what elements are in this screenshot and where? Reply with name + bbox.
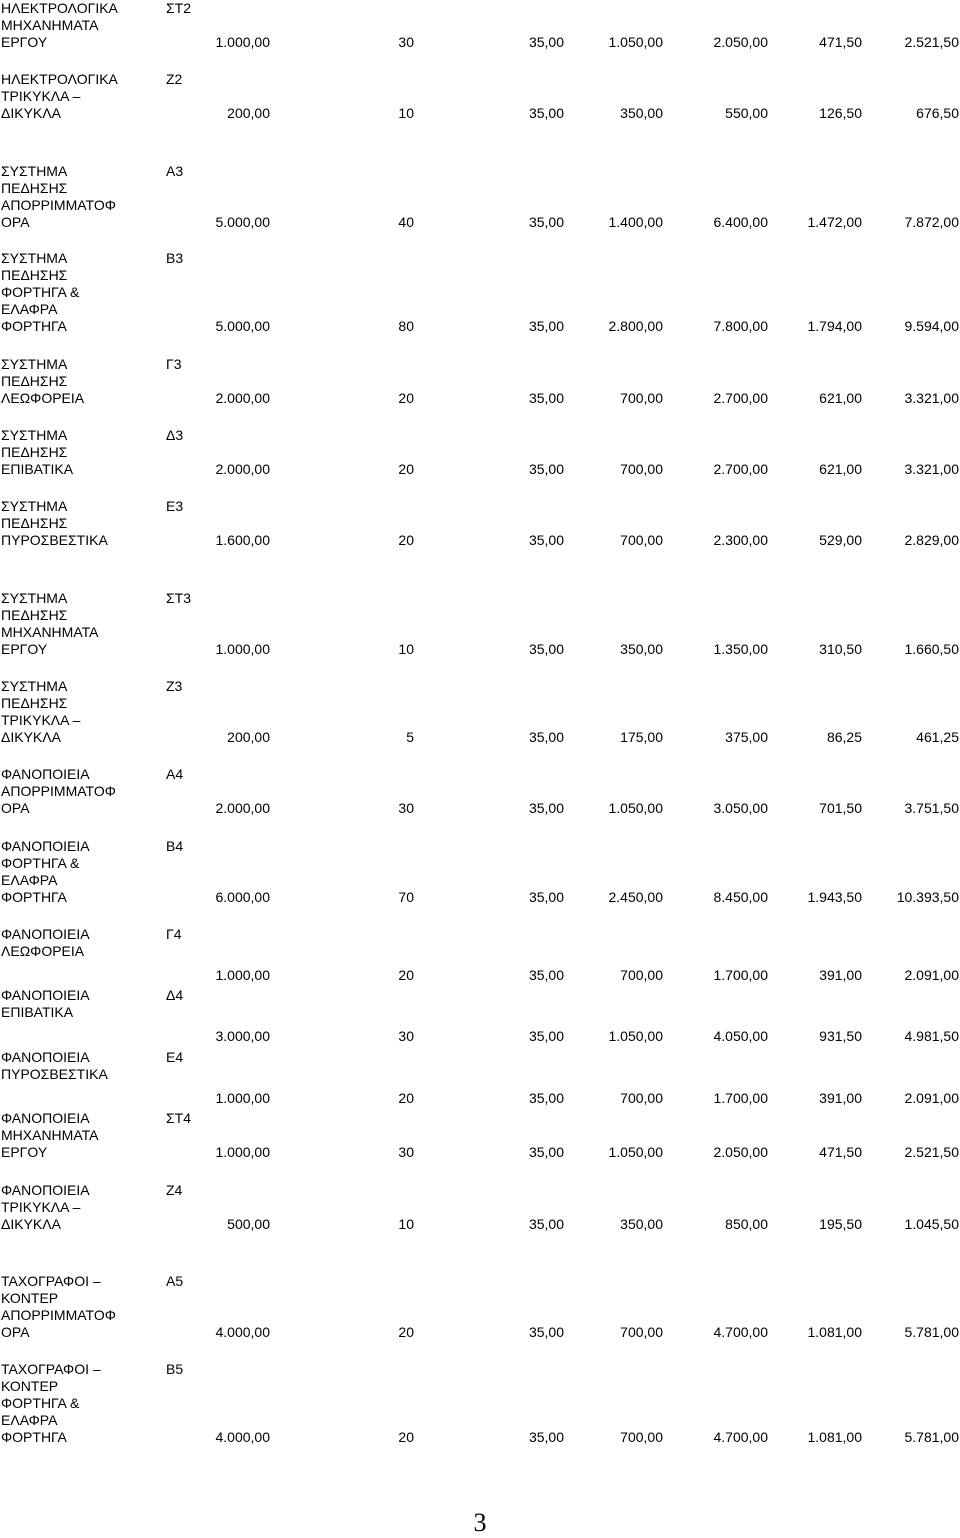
cell-hourly-rate: 35,00 [528, 390, 564, 406]
cell-vat: 310,50 [819, 641, 862, 657]
cell-vat: 621,00 [819, 390, 862, 406]
cell-vat: 701,50 [819, 800, 862, 816]
description-line: ΣΥΣΤΗΜΑ [1, 427, 68, 443]
cell-quantity: 6.000,00 [215, 889, 270, 905]
row-code: Β4 [166, 838, 184, 854]
cell-hourly-rate: 35,00 [528, 1324, 564, 1340]
description-line: ΦΑΝΟΠΟΙΕΙΑ [1, 1182, 90, 1198]
description-line: ΟΡΑ [1, 214, 30, 230]
cell-grand-total: 10.393,50 [896, 889, 959, 905]
cell-grand-total: 1.045,50 [904, 1216, 959, 1232]
cell-labor-cost: 700,00 [620, 967, 663, 983]
cell-grand-total: 2.091,00 [904, 1090, 959, 1106]
cell-labor-cost: 350,00 [620, 105, 663, 121]
cell-labor-cost: 700,00 [620, 461, 663, 477]
cell-vat: 529,00 [819, 532, 862, 548]
cell-labor-cost: 1.050,00 [608, 34, 663, 50]
cell-quantity: 500,00 [227, 1216, 270, 1232]
row-description [1, 1182, 90, 1233]
description-line: ΠΕΔΗΣΗΣ [1, 267, 68, 283]
row-description [1, 926, 90, 960]
cell-vat: 391,00 [819, 967, 862, 983]
row-description [1, 1110, 98, 1161]
description-line: ΚΟΝΤΕΡ [1, 1378, 59, 1394]
description-line: ΣΥΣΤΗΜΑ [1, 678, 68, 694]
cell-total-cost: 1.700,00 [713, 967, 768, 983]
cell-hours: 20 [398, 532, 414, 548]
cell-quantity: 4.000,00 [215, 1429, 270, 1445]
cell-quantity: 200,00 [227, 729, 270, 745]
description-line: ΤΑΧΟΓΡΑΦΟΙ – [1, 1361, 101, 1377]
row-code: Ε4 [166, 1049, 184, 1065]
description-line: ΕΛΑΦΡΑ [1, 872, 58, 888]
description-line: ΦΑΝΟΠΟΙΕΙΑ [1, 766, 90, 782]
description-line: ΠΕΔΗΣΗΣ [1, 444, 68, 460]
cell-labor-cost: 2.450,00 [608, 889, 663, 905]
cell-hourly-rate: 35,00 [528, 1144, 564, 1160]
cell-labor-cost: 175,00 [620, 729, 663, 745]
cell-labor-cost: 1.050,00 [608, 1028, 663, 1044]
cell-labor-cost: 700,00 [620, 390, 663, 406]
row-description [1, 1049, 108, 1083]
cell-vat: 1.081,00 [807, 1429, 862, 1445]
cell-vat: 621,00 [819, 461, 862, 477]
cell-grand-total: 461,25 [916, 729, 959, 745]
cell-quantity: 1.600,00 [215, 532, 270, 548]
row-description [1, 1273, 116, 1341]
cell-quantity: 4.000,00 [215, 1324, 270, 1340]
row-code: Γ3 [166, 356, 182, 372]
description-line: ΤΑΧΟΓΡΑΦΟΙ – [1, 1273, 101, 1289]
cell-hourly-rate: 35,00 [528, 1216, 564, 1232]
row-code: Α3 [166, 163, 184, 179]
cell-hourly-rate: 35,00 [528, 532, 564, 548]
cell-hours: 20 [398, 1090, 414, 1106]
cell-hours: 30 [398, 800, 414, 816]
cell-quantity: 5.000,00 [215, 214, 270, 230]
description-line: ΤΡΙΚΥΚΛΑ – [1, 88, 81, 104]
description-line: ΜΗΧΑΝΗΜΑΤΑ [1, 624, 99, 640]
cell-grand-total: 2.521,50 [904, 34, 959, 50]
cell-labor-cost: 700,00 [620, 532, 663, 548]
description-line: ΦΟΡΤΗΓΑ [1, 318, 67, 334]
row-code: Δ3 [166, 427, 184, 443]
row-code: Ζ3 [166, 678, 183, 694]
cell-labor-cost: 700,00 [620, 1324, 663, 1340]
cell-vat: 1.943,50 [807, 889, 862, 905]
row-description [1, 1361, 101, 1446]
description-line: ΠΕΔΗΣΗΣ [1, 607, 68, 623]
cell-labor-cost: 350,00 [620, 641, 663, 657]
description-line: ΠΕΔΗΣΗΣ [1, 515, 68, 531]
cell-hours: 20 [398, 967, 414, 983]
cell-hours: 20 [398, 1429, 414, 1445]
row-code: Γ4 [166, 926, 182, 942]
row-description [1, 163, 116, 231]
description-line: ΠΥΡΟΣΒΕΣΤΙΚΑ [1, 1066, 108, 1082]
cell-grand-total: 2.521,50 [904, 1144, 959, 1160]
description-line: ΗΛΕΚΤΡΟΛΟΓΙΚΑ [1, 71, 118, 87]
cell-total-cost: 2.700,00 [713, 461, 768, 477]
description-line: ΣΥΣΤΗΜΑ [1, 250, 68, 266]
row-description [1, 590, 98, 658]
cell-grand-total: 2.091,00 [904, 967, 959, 983]
description-line: ΔΙΚΥΚΛΑ [1, 1216, 61, 1232]
cell-quantity: 1.000,00 [215, 967, 270, 983]
cell-hours: 30 [398, 34, 414, 50]
cell-hourly-rate: 35,00 [528, 800, 564, 816]
cell-total-cost: 3.050,00 [713, 800, 768, 816]
row-code: Α5 [166, 1273, 184, 1289]
cell-total-cost: 1.350,00 [713, 641, 768, 657]
cell-vat: 1.794,00 [807, 318, 862, 334]
cell-hourly-rate: 35,00 [528, 34, 564, 50]
description-line: ΛΕΩΦΟΡΕΙΑ [1, 943, 85, 959]
cell-vat: 1.081,00 [807, 1324, 862, 1340]
cell-vat: 86,25 [826, 729, 862, 745]
cell-total-cost: 4.050,00 [713, 1028, 768, 1044]
cell-hours: 30 [398, 1028, 414, 1044]
description-line: ΕΛΑΦΡΑ [1, 1412, 58, 1428]
cell-quantity: 200,00 [227, 105, 270, 121]
row-code: Ζ2 [166, 71, 183, 87]
cell-hourly-rate: 35,00 [528, 214, 564, 230]
row-description [1, 838, 90, 906]
row-code: Α4 [166, 766, 184, 782]
description-line: ΦΟΡΤΗΓΑ & [1, 284, 80, 300]
description-line: ΕΛΑΦΡΑ [1, 301, 58, 317]
description-line: ΣΥΣΤΗΜΑ [1, 590, 68, 606]
row-code: ΣΤ4 [166, 1110, 191, 1126]
description-line: ΟΡΑ [1, 1324, 30, 1340]
cell-grand-total: 3.321,00 [904, 390, 959, 406]
description-line: ΔΙΚΥΚΛΑ [1, 105, 61, 121]
row-code: ΣΤ3 [166, 590, 191, 606]
cell-grand-total: 1.660,50 [904, 641, 959, 657]
row-description [1, 427, 73, 478]
cell-hourly-rate: 35,00 [528, 1028, 564, 1044]
cell-hours: 80 [398, 318, 414, 334]
cell-grand-total: 9.594,00 [904, 318, 959, 334]
cell-vat: 1.472,00 [807, 214, 862, 230]
cell-total-cost: 850,00 [725, 1216, 768, 1232]
row-description [1, 0, 118, 51]
cell-quantity: 2.000,00 [215, 800, 270, 816]
row-code: ΣΤ2 [166, 0, 191, 16]
cell-vat: 195,50 [819, 1216, 862, 1232]
row-description [1, 356, 84, 407]
cell-total-cost: 550,00 [725, 105, 768, 121]
description-line: ΠΕΔΗΣΗΣ [1, 180, 68, 196]
cell-total-cost: 7.800,00 [713, 318, 768, 334]
cell-hourly-rate: 35,00 [528, 1090, 564, 1106]
description-line: ΕΡΓΟΥ [1, 641, 48, 657]
cell-labor-cost: 700,00 [620, 1090, 663, 1106]
description-line: ΦΑΝΟΠΟΙΕΙΑ [1, 1049, 90, 1065]
cell-grand-total: 3.321,00 [904, 461, 959, 477]
cell-vat: 391,00 [819, 1090, 862, 1106]
cell-vat: 931,50 [819, 1028, 862, 1044]
description-line: ΕΠΙΒΑΤΙΚΑ [1, 461, 74, 477]
cell-labor-cost: 1.400,00 [608, 214, 663, 230]
description-line: ΦΑΝΟΠΟΙΕΙΑ [1, 987, 90, 1003]
cell-quantity: 1.000,00 [215, 641, 270, 657]
description-line: ΦΟΡΤΗΓΑ & [1, 1395, 80, 1411]
row-description [1, 250, 79, 335]
description-line: ΦΑΝΟΠΟΙΕΙΑ [1, 838, 90, 854]
cell-hourly-rate: 35,00 [528, 105, 564, 121]
description-line: ΜΗΧΑΝΗΜΑΤΑ [1, 1127, 99, 1143]
description-line: ΣΥΣΤΗΜΑ [1, 356, 68, 372]
description-line: ΑΠΟΡΡΙΜΜΑΤΟΦ [1, 783, 116, 799]
description-line: ΑΠΟΡΡΙΜΜΑΤΟΦ [1, 197, 116, 213]
cell-hours: 40 [398, 214, 414, 230]
description-line: ΕΡΓΟΥ [1, 34, 48, 50]
description-line: ΕΠΙΒΑΤΙΚΑ [1, 1004, 74, 1020]
cell-hourly-rate: 35,00 [528, 967, 564, 983]
cell-labor-cost: 1.050,00 [608, 1144, 663, 1160]
description-line: ΕΡΓΟΥ [1, 1144, 48, 1160]
cell-hours: 10 [398, 105, 414, 121]
cell-grand-total: 2.829,00 [904, 532, 959, 548]
row-description [1, 987, 90, 1021]
cell-labor-cost: 700,00 [620, 1429, 663, 1445]
cell-total-cost: 4.700,00 [713, 1324, 768, 1340]
row-code: Β5 [166, 1361, 184, 1377]
cell-quantity: 5.000,00 [215, 318, 270, 334]
row-description [1, 498, 108, 549]
cell-quantity: 1.000,00 [215, 1144, 270, 1160]
cell-hours: 10 [398, 1216, 414, 1232]
cell-hours: 10 [398, 641, 414, 657]
cell-hourly-rate: 35,00 [528, 1429, 564, 1445]
description-line: ΑΠΟΡΡΙΜΜΑΤΟΦ [1, 1307, 116, 1323]
cell-grand-total: 7.872,00 [904, 214, 959, 230]
description-line: ΦΟΡΤΗΓΑ [1, 889, 67, 905]
row-code: Ε3 [166, 498, 184, 514]
description-line: ΟΡΑ [1, 800, 30, 816]
page-number: 3 [473, 1508, 487, 1537]
description-line: ΦΑΝΟΠΟΙΕΙΑ [1, 926, 90, 942]
row-code: Δ4 [166, 987, 184, 1003]
cell-hourly-rate: 35,00 [528, 889, 564, 905]
cell-total-cost: 2.700,00 [713, 390, 768, 406]
description-line: ΤΡΙΚΥΚΛΑ – [1, 1199, 81, 1215]
cell-hours: 20 [398, 390, 414, 406]
description-line: ΛΕΩΦΟΡΕΙΑ [1, 390, 85, 406]
cell-hourly-rate: 35,00 [528, 729, 564, 745]
cell-hours: 20 [398, 1324, 414, 1340]
cell-grand-total: 4.981,50 [904, 1028, 959, 1044]
cell-grand-total: 3.751,50 [904, 800, 959, 816]
description-line: ΤΡΙΚΥΚΛΑ – [1, 712, 81, 728]
cell-hours: 20 [398, 461, 414, 477]
row-code: Ζ4 [166, 1182, 183, 1198]
cell-total-cost: 4.700,00 [713, 1429, 768, 1445]
row-description [1, 766, 116, 817]
cell-total-cost: 375,00 [725, 729, 768, 745]
cell-labor-cost: 350,00 [620, 1216, 663, 1232]
cell-quantity: 1.000,00 [215, 1090, 270, 1106]
cell-labor-cost: 1.050,00 [608, 800, 663, 816]
description-line: ΚΟΝΤΕΡ [1, 1290, 59, 1306]
cell-total-cost: 6.400,00 [713, 214, 768, 230]
cell-quantity: 2.000,00 [215, 461, 270, 477]
row-description [1, 678, 80, 746]
cell-hours: 5 [406, 729, 414, 745]
row-code: Β3 [166, 250, 184, 266]
description-line: ΦΟΡΤΗΓΑ & [1, 855, 80, 871]
cell-quantity: 3.000,00 [215, 1028, 270, 1044]
cell-quantity: 2.000,00 [215, 390, 270, 406]
cell-vat: 471,50 [819, 34, 862, 50]
description-line: ΜΗΧΑΝΗΜΑΤΑ [1, 17, 99, 33]
cell-total-cost: 2.300,00 [713, 532, 768, 548]
cell-total-cost: 2.050,00 [713, 1144, 768, 1160]
description-line: ΠΕΔΗΣΗΣ [1, 695, 68, 711]
description-line: ΔΙΚΥΚΛΑ [1, 729, 61, 745]
cell-vat: 126,50 [819, 105, 862, 121]
row-description [1, 71, 118, 122]
cell-hours: 30 [398, 1144, 414, 1160]
cell-vat: 471,50 [819, 1144, 862, 1160]
cell-hourly-rate: 35,00 [528, 318, 564, 334]
cell-total-cost: 8.450,00 [713, 889, 768, 905]
description-line: ΦΑΝΟΠΟΙΕΙΑ [1, 1110, 90, 1126]
description-line: ΣΥΣΤΗΜΑ [1, 163, 68, 179]
cell-hourly-rate: 35,00 [528, 461, 564, 477]
cell-labor-cost: 2.800,00 [608, 318, 663, 334]
cell-hourly-rate: 35,00 [528, 641, 564, 657]
description-line: ΦΟΡΤΗΓΑ [1, 1429, 67, 1445]
cell-quantity: 1.000,00 [215, 34, 270, 50]
cell-hours: 70 [398, 889, 414, 905]
description-line: ΠΕΔΗΣΗΣ [1, 373, 68, 389]
description-line: ΠΥΡΟΣΒΕΣΤΙΚΑ [1, 532, 108, 548]
cell-total-cost: 1.700,00 [713, 1090, 768, 1106]
cell-grand-total: 5.781,00 [904, 1429, 959, 1445]
cell-grand-total: 676,50 [916, 105, 959, 121]
cell-grand-total: 5.781,00 [904, 1324, 959, 1340]
description-line: ΣΥΣΤΗΜΑ [1, 498, 68, 514]
cell-total-cost: 2.050,00 [713, 34, 768, 50]
description-line: ΗΛΕΚΤΡΟΛΟΓΙΚΑ [1, 0, 118, 16]
